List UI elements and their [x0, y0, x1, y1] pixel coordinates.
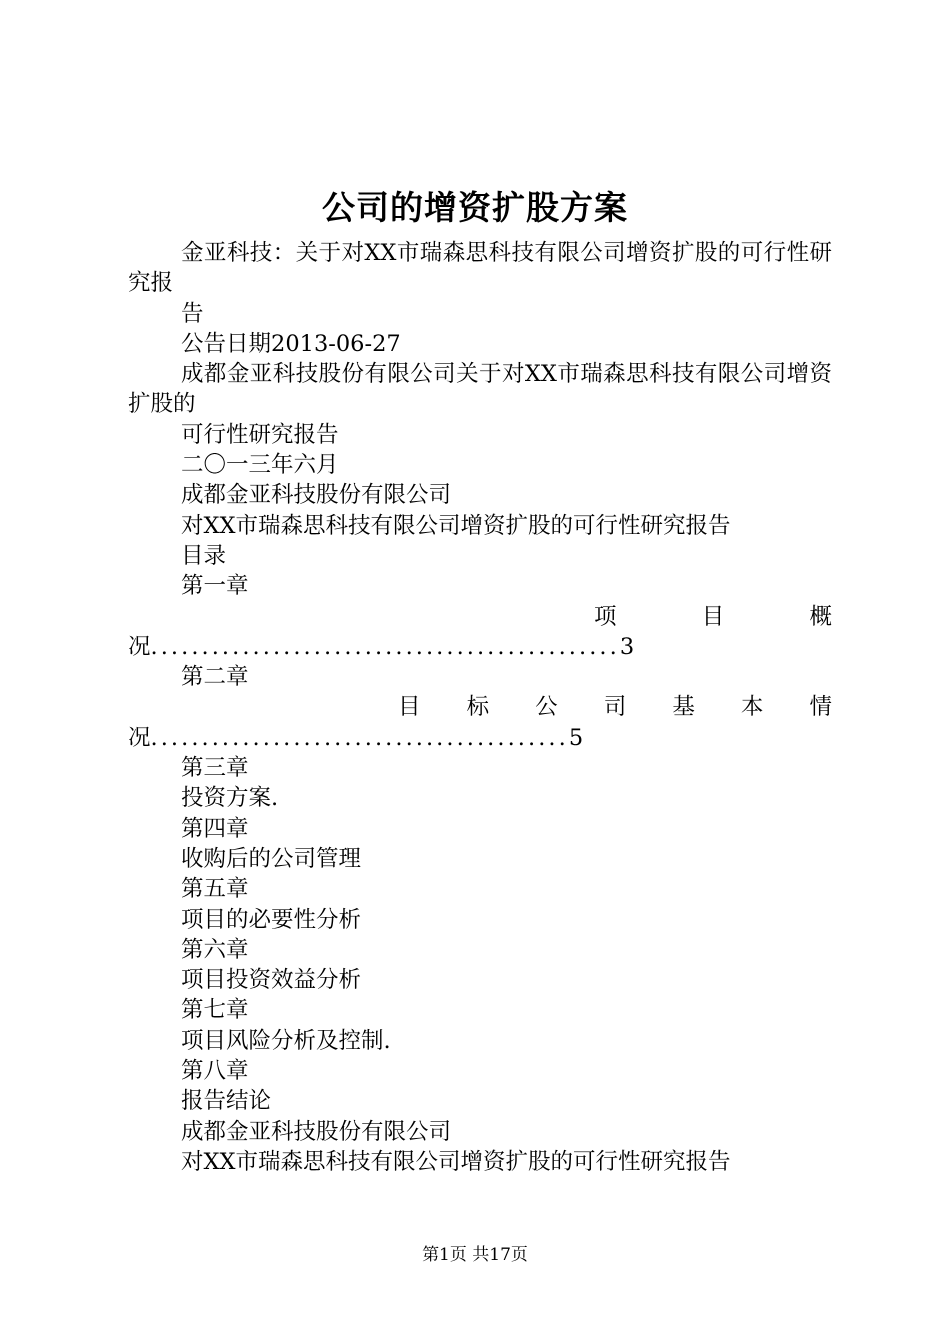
toc-title-char: 目	[398, 694, 440, 721]
toc-title-char: 本	[740, 694, 783, 721]
toc-chapter-label: 第八章	[181, 1058, 249, 1085]
toc-chapter-label: 第四章	[181, 815, 249, 842]
document-body	[128, 238, 832, 1177]
toc-heading: 目录	[181, 542, 227, 569]
paragraph-announcement-date: 公告日期2013-06-27	[181, 330, 401, 357]
toc-title-char: 情	[809, 694, 832, 721]
paragraph-announcement: 金亚科技：关于对XX市瑞森思科技有限公司增资扩股的可行性研究报	[128, 240, 832, 297]
toc-title-char: 概	[809, 603, 832, 630]
page-footer: 第1页 共17页	[422, 1245, 528, 1265]
toc-leader-line	[128, 632, 832, 662]
toc-entry-title-line	[128, 602, 832, 632]
toc-chapter-title: 投资方案.	[181, 785, 279, 812]
paragraph-company: 成都金亚科技股份有限公司	[181, 482, 452, 509]
toc-title-char: 司	[603, 694, 646, 721]
toc-title-char: 目	[701, 603, 764, 630]
toc-chapter-label: 第二章	[181, 664, 249, 691]
toc-title-tail: 况	[128, 633, 151, 660]
toc-title-char: 标	[466, 694, 509, 721]
toc-chapter-title: 项目的必要性分析	[181, 906, 362, 933]
closing-report-title: 对XX市瑞森思科技有限公司增资扩股的可行性研究报告	[181, 1148, 731, 1175]
toc-leader-dots: ..............................................	[150, 633, 620, 660]
toc-leader-line	[128, 723, 832, 753]
paragraph-date: 二〇一三年六月	[181, 452, 339, 479]
toc-chapter-title: 收购后的公司管理	[181, 845, 362, 872]
toc-title-char: 项	[594, 603, 656, 630]
paragraph-company-heading: 成都金亚科技股份有限公司关于对XX市瑞森思科技有限公司增资扩股的	[128, 361, 832, 418]
toc-title-char: 基	[672, 694, 715, 721]
toc-entry-title-line	[128, 692, 832, 722]
paragraph-report-name: 可行性研究报告	[181, 421, 339, 448]
toc-chapter-title: 项目投资效益分析	[181, 967, 362, 994]
toc-title-char: 公	[535, 694, 578, 721]
toc-chapter-label: 第三章	[181, 755, 249, 782]
toc-leader-dots: .........................................	[150, 724, 569, 751]
toc-chapter-title: 项目风险分析及控制.	[181, 1027, 391, 1054]
paragraph-announcement-tail: 告	[181, 300, 204, 327]
document-title: 公司的增资扩股方案	[322, 188, 628, 227]
toc-chapter-title: 报告结论	[181, 1088, 272, 1115]
toc-chapter-label: 第五章	[181, 876, 249, 903]
toc-chapter-label: 第一章	[181, 573, 249, 600]
closing-company: 成都金亚科技股份有限公司	[181, 1118, 452, 1145]
toc-title-tail: 况	[128, 724, 151, 751]
toc-chapter-label: 第七章	[181, 997, 249, 1024]
toc-page-number: 3	[619, 633, 635, 660]
toc-page-number: 5	[568, 724, 584, 751]
paragraph-report-title: 对XX市瑞森思科技有限公司增资扩股的可行性研究报告	[181, 512, 731, 539]
toc-chapter-label: 第六章	[181, 936, 249, 963]
